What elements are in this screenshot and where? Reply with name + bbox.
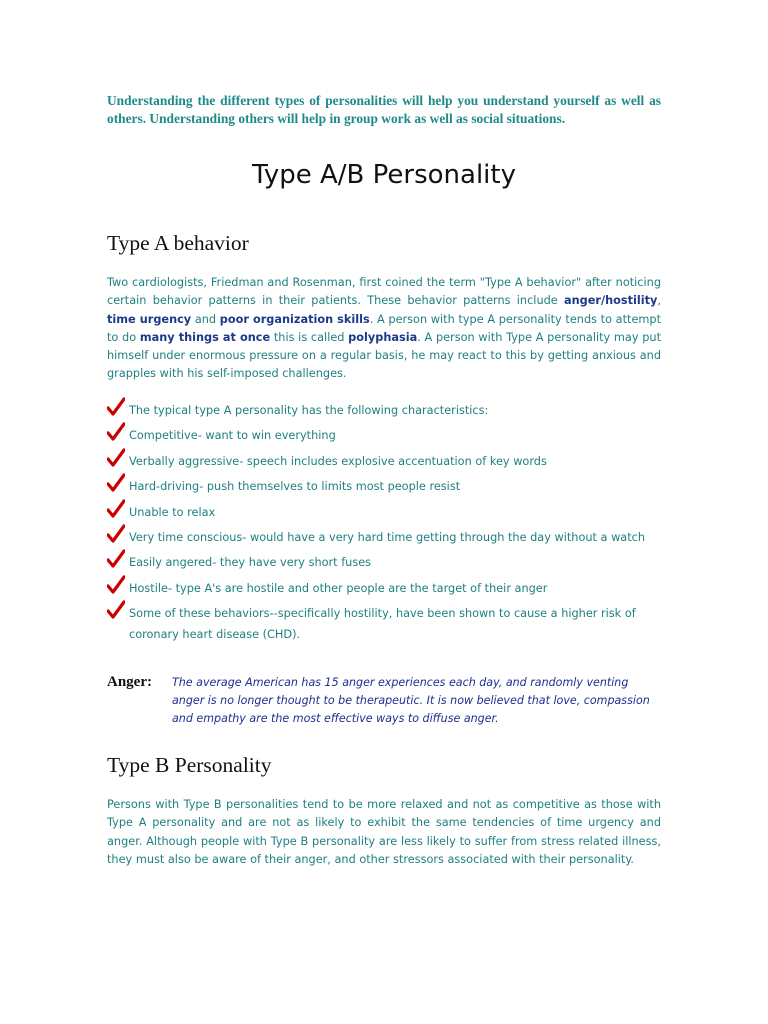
checkmark-icon bbox=[107, 397, 125, 417]
anger-label: Anger: bbox=[107, 674, 152, 690]
list-item: Some of these behaviors--specifically hostility, have been shown to cause a higher risk of coronary heart disease (CHD). bbox=[107, 603, 667, 645]
keyword-time-urgency: time urgency bbox=[107, 312, 192, 326]
list-item: Verbally aggressive- speech includes explosive accentuation of key words bbox=[107, 451, 667, 472]
checkmark-icon bbox=[107, 422, 125, 442]
list-item: Very time conscious- would have a very hard time getting through the day without a watch bbox=[107, 527, 667, 548]
type-a-paragraph: Two cardiologists, Friedman and Rosenman, first coined the term "Type A behavior" after noticing certain behavior patterns in their patients. These behavior patterns include anger/hostility, time urgency and poor organization skills. A person with type A personality tends to attempt to do many things at once this is called polyphasia. A person with Type A personality may put himself under enormous pressure on a regular basis, he may react to this by getting anxious and grapples with his self-imposed challenges. bbox=[107, 276, 662, 381]
checkmark-icon bbox=[107, 600, 125, 620]
type-b-paragraph: Persons with Type B personalities tend to be more relaxed and not as competitive as those with Type A personality and are not as likely to exhibit the same tendencies of time urgency and anger. Although people with Type B personality are less likely to suffer from stress related illness, they must also be aware of their anger, and other stressors associated with their personality. bbox=[107, 798, 661, 866]
list-item: Competitive- want to win everything bbox=[107, 425, 667, 446]
list-item: The typical type A personality has the following characteristics: bbox=[107, 400, 667, 421]
keyword-anger-hostility: anger/hostility bbox=[563, 294, 658, 308]
characteristics-list bbox=[107, 400, 667, 650]
list-item: Hard-driving- push themselves to limits most people resist bbox=[107, 476, 667, 497]
keyword-poor-organization: poor organization skills bbox=[219, 312, 370, 326]
keyword-polyphasia: polyphasia bbox=[348, 330, 418, 344]
type-b-heading: Type B Personality bbox=[107, 753, 272, 777]
page-title: Type A/B Personality bbox=[252, 160, 516, 190]
list-item: Unable to relax bbox=[107, 502, 667, 523]
anger-callout-text: The average American has 15 anger experiences each day, and randomly venting anger is no longer thought to be therapeutic. It is now believed that love, compassion and empathy are the most effective ways to diffuse anger. bbox=[172, 676, 650, 725]
intro-paragraph: Understanding the different types of personalities will help you understand yourself as well as others. Understanding others will help in group work as well as social situations. bbox=[107, 93, 661, 126]
list-item: Easily angered- they have very short fuses bbox=[107, 552, 667, 573]
type-a-heading: Type A behavior bbox=[107, 231, 249, 255]
checkmark-icon bbox=[107, 448, 125, 468]
keyword-many-things-at-once: many things at once bbox=[139, 330, 271, 344]
checkmark-icon bbox=[107, 524, 125, 544]
list-item: Hostile- type A's are hostile and other people are the target of their anger bbox=[107, 578, 667, 599]
checkmark-icon bbox=[107, 499, 125, 519]
checkmark-icon bbox=[107, 575, 125, 595]
checkmark-icon bbox=[107, 473, 125, 493]
checkmark-icon bbox=[107, 549, 125, 569]
